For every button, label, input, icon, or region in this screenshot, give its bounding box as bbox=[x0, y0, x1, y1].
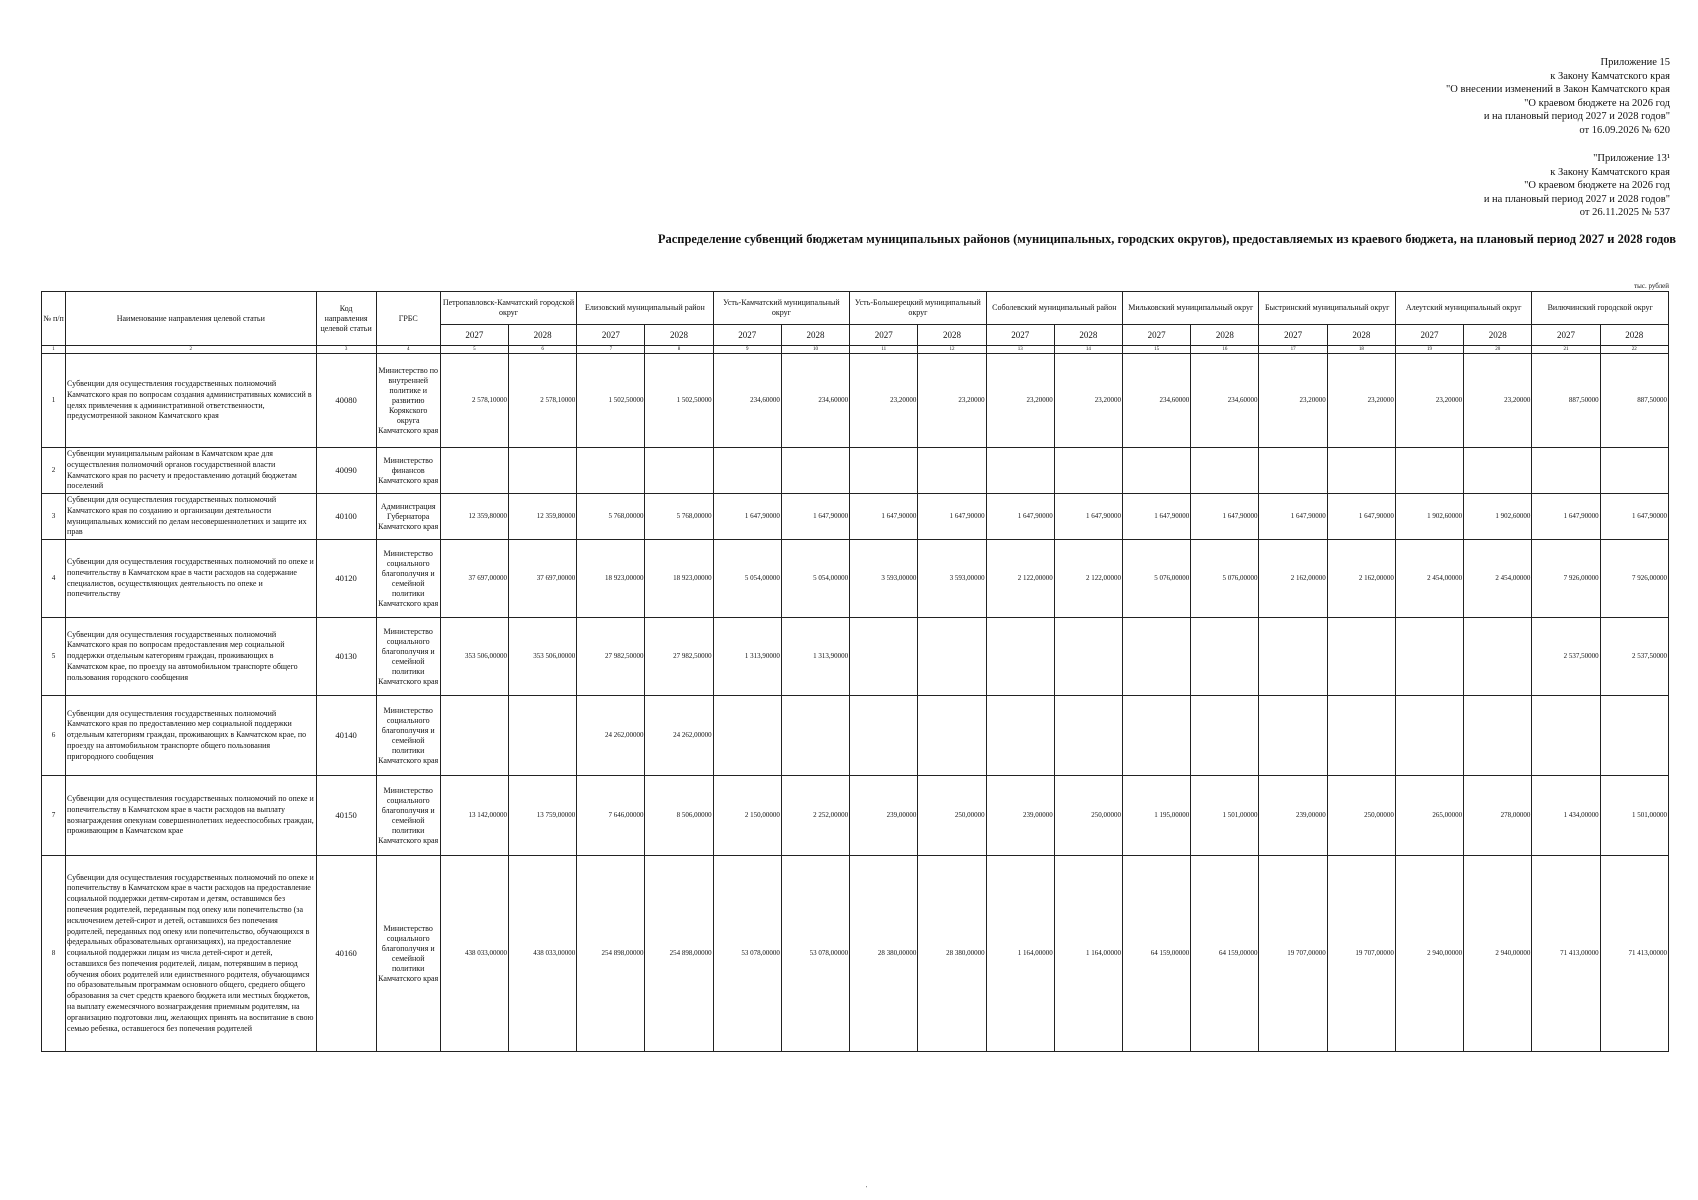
value-cell: 37 697,00000 bbox=[508, 540, 576, 618]
header-line: "О внесении изменений в Закон Камчатского края bbox=[1446, 84, 1670, 95]
value-cell: 1 647,90000 bbox=[1532, 494, 1600, 540]
value-cell: 887,50000 bbox=[1532, 354, 1600, 448]
col-number: 4 bbox=[376, 346, 440, 354]
value-cell: 1 313,90000 bbox=[781, 618, 849, 696]
col-header-year: 2027 bbox=[1395, 325, 1463, 346]
value-cell: 1 164,00000 bbox=[1054, 856, 1122, 1052]
col-number: 19 bbox=[1395, 346, 1463, 354]
col-header-year: 2028 bbox=[1327, 325, 1395, 346]
value-cell: 7 926,00000 bbox=[1600, 540, 1668, 618]
value-cell: 353 506,00000 bbox=[508, 618, 576, 696]
value-cell: 2 578,10000 bbox=[440, 354, 508, 448]
value-cell bbox=[918, 448, 986, 494]
col-header-year: 2028 bbox=[508, 325, 576, 346]
value-cell bbox=[1191, 448, 1259, 494]
col-header-year: 2028 bbox=[1191, 325, 1259, 346]
value-cell: 1 195,00000 bbox=[1123, 776, 1191, 856]
value-cell: 234,60000 bbox=[781, 354, 849, 448]
table-row bbox=[42, 618, 1669, 696]
value-cell: 5 768,00000 bbox=[645, 494, 713, 540]
row-code: 40120 bbox=[316, 540, 376, 618]
value-cell: 23,20000 bbox=[1259, 354, 1327, 448]
value-cell: 1 434,00000 bbox=[1532, 776, 1600, 856]
value-cell: 19 707,00000 bbox=[1259, 856, 1327, 1052]
col-header-year: 2027 bbox=[1123, 325, 1191, 346]
value-cell: 23,20000 bbox=[986, 354, 1054, 448]
col-number: 17 bbox=[1259, 346, 1327, 354]
row-code: 40100 bbox=[316, 494, 376, 540]
value-cell: 438 033,00000 bbox=[440, 856, 508, 1052]
col-header-year: 2028 bbox=[1464, 325, 1532, 346]
value-cell: 2 537,50000 bbox=[1532, 618, 1600, 696]
value-cell: 1 647,90000 bbox=[781, 494, 849, 540]
col-header-year: 2028 bbox=[918, 325, 986, 346]
value-cell: 1 501,00000 bbox=[1600, 776, 1668, 856]
value-cell: 18 923,00000 bbox=[577, 540, 645, 618]
value-cell: 37 697,00000 bbox=[440, 540, 508, 618]
value-cell: 239,00000 bbox=[1259, 776, 1327, 856]
row-number: 6 bbox=[42, 696, 66, 776]
value-cell: 2 537,50000 bbox=[1600, 618, 1668, 696]
col-number: 18 bbox=[1327, 346, 1395, 354]
value-cell: 27 982,50000 bbox=[577, 618, 645, 696]
value-cell: 13 142,00000 bbox=[440, 776, 508, 856]
value-cell: 1 647,90000 bbox=[1600, 494, 1668, 540]
row-number: 3 bbox=[42, 494, 66, 540]
row-grbs: Министерство социального благополучия и семейной политики Камчатского края bbox=[376, 856, 440, 1052]
col-header-grbs: ГРБС bbox=[376, 292, 440, 346]
row-code: 40130 bbox=[316, 618, 376, 696]
value-cell: 2 454,00000 bbox=[1464, 540, 1532, 618]
col-number: 20 bbox=[1464, 346, 1532, 354]
value-cell: 239,00000 bbox=[850, 776, 918, 856]
col-number: 1 bbox=[42, 346, 66, 354]
row-number: 5 bbox=[42, 618, 66, 696]
row-name: Субвенции для осуществления государственных полномочий по опеке и попечительству в Камчатском крае в части расходов на выплату вознаграждения опекунам совершеннолетних недееспособных граждан, проживающим в Камчатском крае bbox=[66, 776, 316, 856]
value-cell bbox=[1464, 618, 1532, 696]
header-line: "О краевом бюджете на 2026 год bbox=[1524, 180, 1670, 191]
header-line: от 16.09.2026 № 620 bbox=[1579, 124, 1670, 136]
value-cell: 278,00000 bbox=[1464, 776, 1532, 856]
value-cell bbox=[918, 618, 986, 696]
table-row bbox=[42, 776, 1669, 856]
value-cell: 5 054,00000 bbox=[713, 540, 781, 618]
value-cell: 1 501,00000 bbox=[1191, 776, 1259, 856]
value-cell: 234,60000 bbox=[1123, 354, 1191, 448]
col-number: 10 bbox=[781, 346, 849, 354]
value-cell: 3 593,00000 bbox=[850, 540, 918, 618]
value-cell: 27 982,50000 bbox=[645, 618, 713, 696]
value-cell: 234,60000 bbox=[1191, 354, 1259, 448]
row-name: Субвенции для осуществления государственных полномочий Камчатского края по предоставлению мер социальной поддержки отдельным категориям граждан, проживающих в Камчатском крае, по проезду на автомобильном транспорте общего пользования пригородного сообщения bbox=[66, 696, 316, 776]
col-header-year: 2027 bbox=[986, 325, 1054, 346]
col-number: 2 bbox=[66, 346, 316, 354]
value-cell: 24 262,00000 bbox=[577, 696, 645, 776]
appendix-current-header bbox=[1446, 56, 1670, 137]
value-cell: 8 506,00000 bbox=[645, 776, 713, 856]
col-number: 15 bbox=[1123, 346, 1191, 354]
value-cell bbox=[1327, 618, 1395, 696]
value-cell: 2 122,00000 bbox=[986, 540, 1054, 618]
row-code: 40090 bbox=[316, 448, 376, 494]
col-number: 8 bbox=[645, 346, 713, 354]
value-cell: 1 164,00000 bbox=[986, 856, 1054, 1052]
value-cell: 71 413,00000 bbox=[1600, 856, 1668, 1052]
value-cell: 64 159,00000 bbox=[1123, 856, 1191, 1052]
value-cell: 71 413,00000 bbox=[1532, 856, 1600, 1052]
value-cell: 1 902,60000 bbox=[1464, 494, 1532, 540]
value-cell: 2 940,00000 bbox=[1395, 856, 1463, 1052]
value-cell bbox=[1532, 696, 1600, 776]
col-header-name: Наименование направления целевой статьи bbox=[66, 292, 316, 346]
value-cell bbox=[577, 448, 645, 494]
col-number: 21 bbox=[1532, 346, 1600, 354]
value-cell: 12 359,80000 bbox=[508, 494, 576, 540]
value-cell bbox=[1054, 696, 1122, 776]
value-cell: 1 647,90000 bbox=[1327, 494, 1395, 540]
subventions-table bbox=[41, 291, 1669, 1052]
appendix-original-header bbox=[1484, 152, 1670, 220]
value-cell: 28 380,00000 bbox=[850, 856, 918, 1052]
value-cell: 1 647,90000 bbox=[1259, 494, 1327, 540]
row-grbs: Министерство по внутренней политике и развитию Корякского округа Камчатского края bbox=[376, 354, 440, 448]
value-cell bbox=[1327, 448, 1395, 494]
value-cell bbox=[781, 448, 849, 494]
row-name: Субвенции муниципальным районам в Камчатском крае для осуществления полномочий органов государственной власти Камчатского края по расчету и предоставлению дотаций бюджетам поселений bbox=[66, 448, 316, 494]
col-number: 13 bbox=[986, 346, 1054, 354]
page-marker: ' bbox=[866, 1186, 868, 1192]
value-cell bbox=[1123, 618, 1191, 696]
col-header-municipality: Елизовский муниципальный район bbox=[577, 292, 713, 325]
table-row bbox=[42, 856, 1669, 1052]
value-cell: 1 502,50000 bbox=[645, 354, 713, 448]
col-header-municipality: Алеутский муниципальный округ bbox=[1395, 292, 1531, 325]
value-cell bbox=[645, 448, 713, 494]
value-cell: 13 759,00000 bbox=[508, 776, 576, 856]
col-number: 16 bbox=[1191, 346, 1259, 354]
value-cell: 23,20000 bbox=[850, 354, 918, 448]
table-row bbox=[42, 354, 1669, 448]
value-cell bbox=[508, 448, 576, 494]
col-number: 12 bbox=[918, 346, 986, 354]
value-cell bbox=[1191, 696, 1259, 776]
value-cell bbox=[1464, 696, 1532, 776]
value-cell: 5 076,00000 bbox=[1191, 540, 1259, 618]
value-cell: 1 647,90000 bbox=[1054, 494, 1122, 540]
header-line: и на плановый период 2027 и 2028 годов" bbox=[1483, 111, 1670, 122]
table-row bbox=[42, 540, 1669, 618]
col-header-year: 2028 bbox=[1054, 325, 1122, 346]
value-cell: 438 033,00000 bbox=[508, 856, 576, 1052]
value-cell bbox=[1054, 448, 1122, 494]
col-header-municipality: Усть-Большерецкий муниципальный округ bbox=[850, 292, 986, 325]
value-cell bbox=[986, 448, 1054, 494]
value-cell: 19 707,00000 bbox=[1327, 856, 1395, 1052]
value-cell: 1 647,90000 bbox=[986, 494, 1054, 540]
value-cell: 53 078,00000 bbox=[781, 856, 849, 1052]
col-header-municipality: Вилючинский городской округ bbox=[1532, 292, 1669, 325]
value-cell: 23,20000 bbox=[1327, 354, 1395, 448]
value-cell: 265,00000 bbox=[1395, 776, 1463, 856]
col-header-year: 2027 bbox=[577, 325, 645, 346]
value-cell: 234,60000 bbox=[713, 354, 781, 448]
value-cell: 2 150,00000 bbox=[713, 776, 781, 856]
value-cell: 53 078,00000 bbox=[713, 856, 781, 1052]
value-cell: 887,50000 bbox=[1600, 354, 1668, 448]
col-header-year: 2027 bbox=[1259, 325, 1327, 346]
row-grbs: Администрация Губернатора Камчатского края bbox=[376, 494, 440, 540]
value-cell: 1 647,90000 bbox=[713, 494, 781, 540]
value-cell: 18 923,00000 bbox=[645, 540, 713, 618]
value-cell bbox=[440, 448, 508, 494]
row-number: 2 bbox=[42, 448, 66, 494]
value-cell bbox=[986, 696, 1054, 776]
row-number: 7 bbox=[42, 776, 66, 856]
value-cell bbox=[1123, 696, 1191, 776]
value-cell: 250,00000 bbox=[1054, 776, 1122, 856]
row-code: 40080 bbox=[316, 354, 376, 448]
value-cell bbox=[781, 696, 849, 776]
row-number: 8 bbox=[42, 856, 66, 1052]
value-cell: 23,20000 bbox=[1395, 354, 1463, 448]
header-line: от 26.11.2025 № 537 bbox=[1579, 207, 1670, 218]
value-cell: 1 647,90000 bbox=[850, 494, 918, 540]
value-cell: 7 926,00000 bbox=[1532, 540, 1600, 618]
row-grbs: Министерство социального благополучия и семейной политики Камчатского края bbox=[376, 618, 440, 696]
value-cell: 3 593,00000 bbox=[918, 540, 986, 618]
col-header-year: 2028 bbox=[1600, 325, 1668, 346]
row-grbs: Министерство социального благополучия и семейной политики Камчатского края bbox=[376, 696, 440, 776]
col-number: 3 bbox=[316, 346, 376, 354]
value-cell: 2 578,10000 bbox=[508, 354, 576, 448]
value-cell: 23,20000 bbox=[1464, 354, 1532, 448]
value-cell: 1 647,90000 bbox=[1191, 494, 1259, 540]
col-number: 14 bbox=[1054, 346, 1122, 354]
col-number: 5 bbox=[440, 346, 508, 354]
value-cell bbox=[508, 696, 576, 776]
col-header-municipality: Соболевский муниципальный район bbox=[986, 292, 1122, 325]
value-cell bbox=[1395, 448, 1463, 494]
value-cell bbox=[850, 448, 918, 494]
table-row bbox=[42, 494, 1669, 540]
value-cell bbox=[986, 618, 1054, 696]
row-name: Субвенции для осуществления государственных полномочий Камчатского края по созданию и организации деятельности муниципальных комиссий по делам несовершеннолетних и защите их прав bbox=[66, 494, 316, 540]
col-header-municipality: Быстринский муниципальный округ bbox=[1259, 292, 1395, 325]
value-cell: 64 159,00000 bbox=[1191, 856, 1259, 1052]
col-header-year: 2027 bbox=[1532, 325, 1600, 346]
value-cell bbox=[713, 696, 781, 776]
value-cell: 2 252,00000 bbox=[781, 776, 849, 856]
value-cell bbox=[1532, 448, 1600, 494]
value-cell: 2 162,00000 bbox=[1259, 540, 1327, 618]
value-cell bbox=[1395, 618, 1463, 696]
header-line: к Закону Камчатского края bbox=[1550, 166, 1670, 178]
value-cell bbox=[1259, 448, 1327, 494]
value-cell: 5 054,00000 bbox=[781, 540, 849, 618]
header-line: Приложение 15 bbox=[1600, 57, 1670, 68]
value-cell: 5 076,00000 bbox=[1123, 540, 1191, 618]
value-cell: 1 647,90000 bbox=[1123, 494, 1191, 540]
col-header-year: 2027 bbox=[440, 325, 508, 346]
col-number: 22 bbox=[1600, 346, 1668, 354]
row-code: 40150 bbox=[316, 776, 376, 856]
value-cell: 239,00000 bbox=[986, 776, 1054, 856]
header-line: "О краевом бюджете на 2026 год bbox=[1524, 97, 1670, 109]
value-cell: 250,00000 bbox=[918, 776, 986, 856]
col-number: 6 bbox=[508, 346, 576, 354]
value-cell bbox=[1259, 696, 1327, 776]
value-cell: 2 122,00000 bbox=[1054, 540, 1122, 618]
value-cell bbox=[850, 618, 918, 696]
value-cell: 28 380,00000 bbox=[918, 856, 986, 1052]
value-cell: 2 940,00000 bbox=[1464, 856, 1532, 1052]
value-cell: 254 898,00000 bbox=[645, 856, 713, 1052]
col-number: 9 bbox=[713, 346, 781, 354]
col-header-year: 2027 bbox=[713, 325, 781, 346]
row-number: 4 bbox=[42, 540, 66, 618]
value-cell bbox=[1600, 448, 1668, 494]
value-cell: 24 262,00000 bbox=[645, 696, 713, 776]
col-header-code: Код направления целевой статьи bbox=[316, 292, 376, 346]
value-cell bbox=[1259, 618, 1327, 696]
col-header-municipality: Петропавловск-Камчатский городской округ bbox=[440, 292, 576, 325]
value-cell: 250,00000 bbox=[1327, 776, 1395, 856]
value-cell: 23,20000 bbox=[1054, 354, 1122, 448]
value-cell: 254 898,00000 bbox=[577, 856, 645, 1052]
table-row bbox=[42, 696, 1669, 776]
value-cell: 2 454,00000 bbox=[1395, 540, 1463, 618]
col-header-municipality: Мильковский муниципальный округ bbox=[1123, 292, 1259, 325]
value-cell bbox=[440, 696, 508, 776]
value-cell bbox=[713, 448, 781, 494]
header-line: к Закону Камчатского края bbox=[1550, 70, 1670, 82]
value-cell bbox=[850, 696, 918, 776]
row-name: Субвенции для осуществления государственных полномочий по опеке и попечительству в Камчатском крае в части расходов на предоставление социальной поддержки детям-сиротам и детям, оставшимся без попечения родителей, переданным под опеку или попечительство (за исключением детей-сирот и детей, оставшихся без попечения родителей, переданных под опеку или попечительство, обучающихся в федеральных образовательных организациях), на предоставление социальной поддержки лицам из числа детей-сирот и детей, оставшихся без попечения родителей, лицам, потерявшим в период обучения обоих родителей или единственного родителя, обучающимся по образовательным программам основного общего, среднего общего образования за счет средств краевого бюджета или местных бюджетов, на выплату ежемесячного вознаграждения приемным родителям, на организацию подготовки лиц, желающих принять на воспитание в свою семью ребенка, оставшегося без попечения родителей bbox=[66, 856, 316, 1052]
col-header-municipality: Усть-Камчатский муниципальный округ bbox=[713, 292, 849, 325]
table-row bbox=[42, 448, 1669, 494]
col-number: 11 bbox=[850, 346, 918, 354]
value-cell: 1 902,60000 bbox=[1395, 494, 1463, 540]
header-line: "Приложение 13¹ bbox=[1593, 153, 1670, 164]
value-cell: 23,20000 bbox=[918, 354, 986, 448]
header-line: и на плановый период 2027 и 2028 годов" bbox=[1483, 193, 1670, 205]
unit-label: тыс. рублей bbox=[1634, 282, 1669, 290]
value-cell bbox=[1054, 618, 1122, 696]
value-cell: 1 647,90000 bbox=[918, 494, 986, 540]
value-cell: 7 646,00000 bbox=[577, 776, 645, 856]
value-cell bbox=[1123, 448, 1191, 494]
value-cell: 1 502,50000 bbox=[577, 354, 645, 448]
col-header-year: 2028 bbox=[645, 325, 713, 346]
value-cell: 2 162,00000 bbox=[1327, 540, 1395, 618]
value-cell: 1 313,90000 bbox=[713, 618, 781, 696]
value-cell bbox=[1191, 618, 1259, 696]
value-cell bbox=[1327, 696, 1395, 776]
row-name: Субвенции для осуществления государственных полномочий Камчатского края по вопросам создания административных комиссий в целях привлечения к административной ответственности, предусмотренной законом Камчатского края bbox=[66, 354, 316, 448]
value-cell bbox=[1600, 696, 1668, 776]
document-title: Распределение субвенций бюджетам муниципальных районов (муниципальных, городских округов), предоставляемых из краевого бюджета, на плановый период 2027 и 2028 годов bbox=[657, 232, 1676, 246]
row-grbs: Министерство финансов Камчатского края bbox=[376, 448, 440, 494]
col-header-year: 2027 bbox=[850, 325, 918, 346]
value-cell bbox=[1464, 448, 1532, 494]
row-code: 40160 bbox=[316, 856, 376, 1052]
value-cell bbox=[1395, 696, 1463, 776]
row-code: 40140 bbox=[316, 696, 376, 776]
col-header-year: 2028 bbox=[781, 325, 849, 346]
row-name: Субвенции для осуществления государственных полномочий Камчатского края по вопросам предоставления мер социальной поддержки отдельным категориям граждан, проживающих в Камчатском крае, по проезду на автомобильном транспорте общего пользования городского сообщения bbox=[66, 618, 316, 696]
value-cell: 5 768,00000 bbox=[577, 494, 645, 540]
row-number: 1 bbox=[42, 354, 66, 448]
value-cell: 12 359,80000 bbox=[440, 494, 508, 540]
row-grbs: Министерство социального благополучия и семейной политики Камчатского края bbox=[376, 776, 440, 856]
col-header-num: № п/п bbox=[42, 292, 66, 346]
row-grbs: Министерство социального благополучия и семейной политики Камчатского края bbox=[376, 540, 440, 618]
col-number: 7 bbox=[577, 346, 645, 354]
row-name: Субвенции для осуществления государственных полномочий по опеке и попечительству в Камчатском крае в части расходов на содержание специалистов, осуществляющих деятельность по опеке и попечительству bbox=[66, 540, 316, 618]
value-cell: 353 506,00000 bbox=[440, 618, 508, 696]
value-cell bbox=[918, 696, 986, 776]
